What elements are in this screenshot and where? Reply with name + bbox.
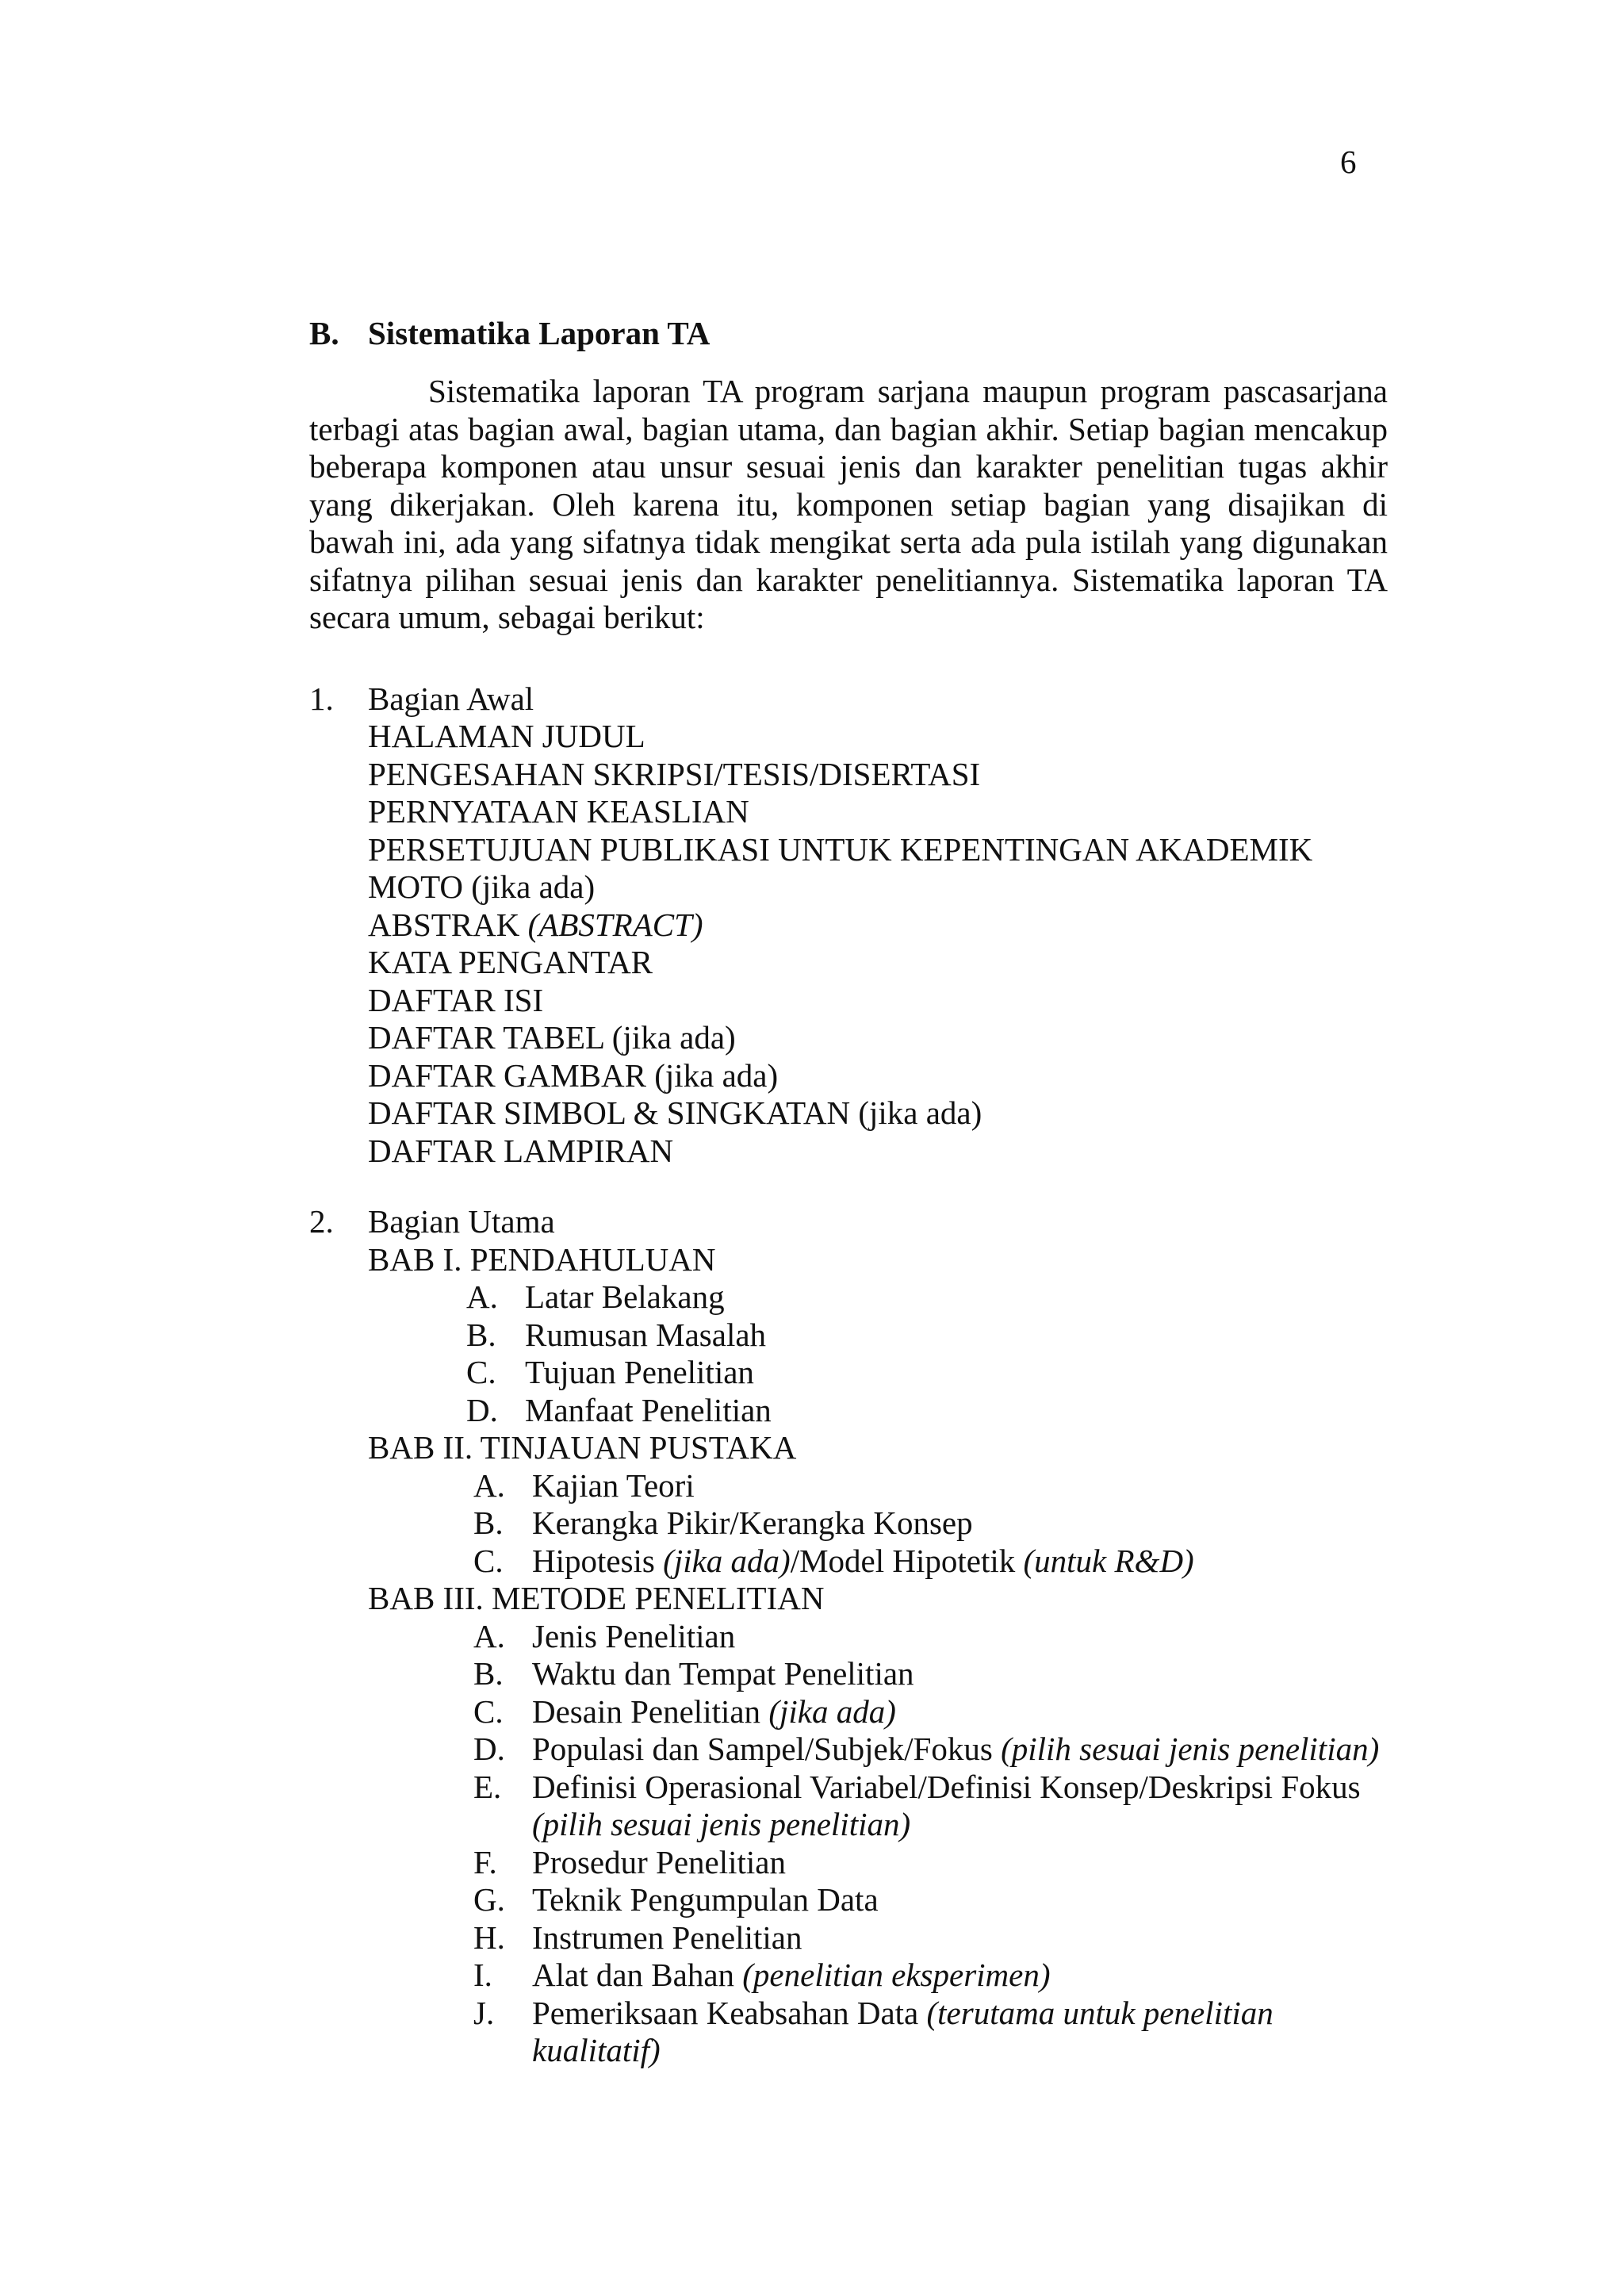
italic-note: (penelitian eksperimen) bbox=[742, 1957, 1051, 1993]
list-marker: C. bbox=[466, 1354, 496, 1390]
text-part: Alat dan Bahan bbox=[532, 1957, 743, 1993]
section-letter: B. bbox=[309, 315, 339, 351]
list-item: DAFTAR ISI bbox=[368, 981, 544, 1018]
list-item: DAFTAR SIMBOL & SINGKATAN (jika ada) bbox=[368, 1094, 982, 1131]
list-item bbox=[473, 1543, 1388, 1581]
list-text bbox=[532, 1995, 1388, 2070]
bagian-awal-number: 1. bbox=[309, 680, 334, 717]
abstrak-label: ABSTRAK bbox=[368, 906, 528, 943]
list-item bbox=[466, 1354, 1388, 1392]
list-item bbox=[473, 1957, 1388, 1995]
list-item-abstrak bbox=[368, 907, 1388, 945]
list-item: PERSETUJUAN PUBLIKASI UNTUK KEPENTINGAN AKADEMIK bbox=[368, 830, 1313, 868]
list-marker: B. bbox=[473, 1504, 504, 1541]
bagian-awal-list bbox=[309, 718, 1388, 1170]
list-marker: A. bbox=[473, 1466, 505, 1504]
bab-3-title: BAB III. METODE PENELITIAN bbox=[368, 1580, 825, 1616]
list-text: Rumusan Masalah bbox=[525, 1316, 767, 1353]
list-text: Tujuan Penelitian bbox=[525, 1354, 754, 1390]
list-text: Kerangka Pikir/Kerangka Konsep bbox=[532, 1504, 973, 1541]
list-item: PERNYATAAN KEASLIAN bbox=[368, 793, 749, 830]
list-marker: C. bbox=[473, 1542, 504, 1579]
bab-3-list bbox=[309, 1618, 1388, 2070]
text-part: Definisi Operasional Variabel/Definisi Konsep/Deskripsi Fokus bbox=[532, 1768, 1361, 1805]
text-part: Hipotesis bbox=[532, 1542, 664, 1579]
bagian-utama-title: Bagian Utama bbox=[368, 1203, 555, 1240]
italic-note: (jika ada) bbox=[663, 1542, 791, 1579]
italic-note: (untuk R&D) bbox=[1023, 1542, 1194, 1579]
list-marker: D. bbox=[466, 1391, 498, 1428]
list-marker: A. bbox=[466, 1278, 498, 1315]
list-item bbox=[473, 1655, 1388, 1693]
page-content bbox=[309, 311, 1388, 2070]
list-text: Kajian Teori bbox=[532, 1466, 695, 1504]
list-item bbox=[473, 1693, 1388, 1731]
bagian-awal-heading bbox=[309, 680, 1388, 719]
list-marker: H. bbox=[473, 1918, 505, 1956]
text-part: Populasi dan Sampel/Subjek/Fokus bbox=[532, 1731, 1002, 1767]
list-text bbox=[532, 1769, 1388, 1844]
abstrak-italic: (ABSTRACT) bbox=[527, 906, 703, 943]
list-item bbox=[466, 1278, 1388, 1317]
bab-1-list bbox=[309, 1278, 1388, 1429]
bagian-utama-number: 2. bbox=[309, 1203, 334, 1240]
section-title: Sistematika Laporan TA bbox=[368, 315, 710, 351]
list-item: DAFTAR LAMPIRAN bbox=[368, 1132, 674, 1169]
list-item: DAFTAR GAMBAR (jika ada) bbox=[368, 1056, 779, 1094]
italic-note: (terutama untuk penelitian kualitatif) bbox=[532, 1994, 1274, 2068]
list-text: Prosedur Penelitian bbox=[532, 1843, 786, 1880]
section-heading bbox=[309, 311, 1388, 355]
list-item bbox=[466, 1392, 1388, 1430]
list-marker: F. bbox=[473, 1843, 497, 1880]
bagian-awal-title: Bagian Awal bbox=[368, 680, 534, 717]
bab-1-title: BAB I. PENDAHULUAN bbox=[368, 1240, 716, 1278]
list-item: DAFTAR TABEL (jika ada) bbox=[368, 1019, 736, 1056]
list-item bbox=[473, 1881, 1388, 1919]
list-marker: B. bbox=[473, 1655, 504, 1692]
list-text: Manfaat Penelitian bbox=[525, 1391, 772, 1428]
list-marker: D. bbox=[473, 1731, 505, 1767]
list-text: Jenis Penelitian bbox=[532, 1617, 736, 1654]
italic-note: (jika ada) bbox=[768, 1692, 896, 1730]
text-part: /Model Hipotetik bbox=[790, 1542, 1024, 1579]
list-marker: C. bbox=[473, 1692, 504, 1730]
list-item bbox=[473, 1618, 1388, 1656]
list-item bbox=[473, 1995, 1388, 2070]
bagian-utama-heading bbox=[309, 1203, 1388, 1241]
intro-paragraph: Sistematika laporan TA program sarjana maupun program pascasarjana terbagi atas bagian awal, bagian utama, dan bagian akhir. Setiap bagian mencakup beberapa komponen atau unsur sesuai jenis dan karakter penelitian tugas akhir yang dikerjakan. Oleh karena itu, komponen setiap bagian yang disajikan di bawah ini, ada yang sifatnya tidak mengikat serta ada pula istilah yang digunakan sifatnya pilihan sesuai jenis dan karakter penelitiannya. Sistematika laporan TA secara umum, sebagai berikut: bbox=[309, 373, 1388, 635]
italic-note: (pilih sesuai jenis penelitian) bbox=[1001, 1731, 1380, 1767]
list-text: Latar Belakang bbox=[525, 1278, 725, 1315]
list-text: Instrumen Penelitian bbox=[532, 1918, 802, 1956]
list-marker: A. bbox=[473, 1617, 505, 1654]
list-item bbox=[473, 1731, 1388, 1769]
text-part: Pemeriksaan Keabsahan Data bbox=[532, 1994, 927, 2031]
list-item bbox=[473, 1467, 1388, 1505]
text-part: Desain Penelitian bbox=[532, 1692, 769, 1730]
list-text bbox=[532, 1957, 1388, 1995]
list-text bbox=[532, 1693, 1388, 1731]
list-item bbox=[473, 1844, 1388, 1882]
page-number: 6 bbox=[1340, 144, 1357, 180]
list-marker: G. bbox=[473, 1881, 505, 1918]
list-text bbox=[532, 1543, 1388, 1581]
list-text: Waktu dan Tempat Penelitian bbox=[532, 1655, 914, 1692]
bab-2-list bbox=[309, 1467, 1388, 1581]
list-marker: J. bbox=[473, 1994, 495, 2031]
list-item bbox=[473, 1769, 1388, 1844]
list-item bbox=[473, 1919, 1388, 1957]
list-item bbox=[473, 1504, 1388, 1543]
list-text: Teknik Pengumpulan Data bbox=[532, 1881, 879, 1918]
list-text bbox=[532, 1731, 1388, 1769]
list-item: KATA PENGANTAR bbox=[368, 944, 653, 980]
list-item bbox=[466, 1317, 1388, 1355]
list-marker: I. bbox=[473, 1957, 492, 1993]
list-item: PENGESAHAN SKRIPSI/TESIS/DISERTASI bbox=[368, 755, 981, 792]
bab-2-title: BAB II. TINJAUAN PUSTAKA bbox=[368, 1429, 797, 1466]
list-marker: E. bbox=[473, 1768, 502, 1805]
list-marker: B. bbox=[466, 1316, 496, 1353]
list-item: MOTO (jika ada) bbox=[368, 868, 596, 905]
italic-note: (pilih sesuai jenis penelitian) bbox=[532, 1806, 911, 1842]
list-item: HALAMAN JUDUL bbox=[368, 718, 645, 754]
